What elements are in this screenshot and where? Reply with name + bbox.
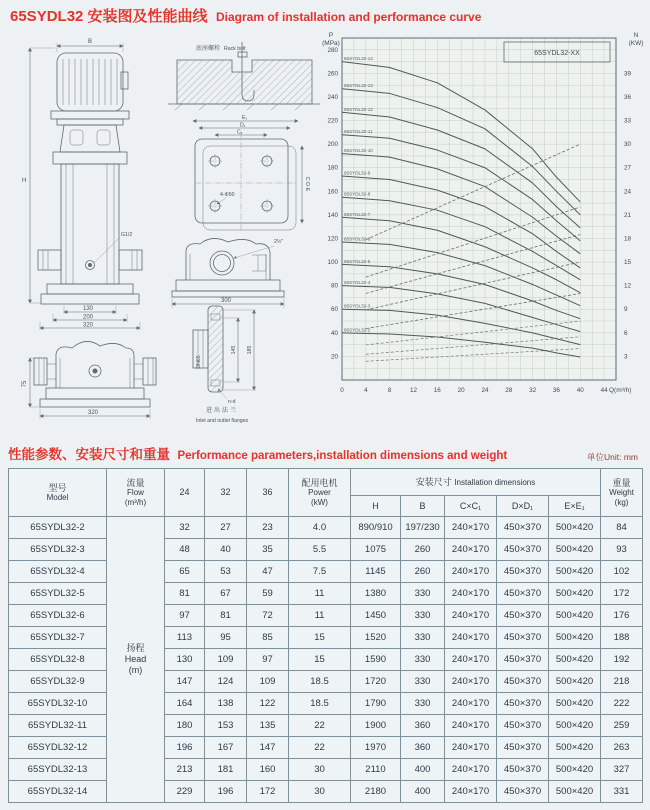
cell-head-32: 109	[205, 649, 247, 671]
cell-head-24: 48	[165, 539, 205, 561]
cell-CxC1: 240×170	[445, 693, 497, 715]
dim-185: 185	[247, 345, 253, 355]
cell-model: 65SYDL32-7	[9, 627, 107, 649]
curve-label: 65SYDL32-14	[344, 56, 373, 62]
cell-DxD1: 450×370	[497, 561, 549, 583]
base-front-view	[22, 341, 156, 419]
plate-holes-label: 4-Φ50	[220, 192, 235, 198]
cell-model: 65SYDL32-5	[9, 583, 107, 605]
cell-power: 15	[289, 649, 351, 671]
col-header-model: 型号 Model	[9, 469, 107, 517]
cell-model: 65SYDL32-9	[9, 671, 107, 693]
cell-DxD1: 450×370	[497, 517, 549, 539]
col-header-flow: 流量 Flow (m³/h)	[107, 469, 165, 517]
cell-head-36: 109	[247, 671, 289, 693]
cell-head-24: 32	[165, 517, 205, 539]
cell-H: 1520	[351, 627, 401, 649]
cell-weight: 176	[601, 605, 643, 627]
pump-port-label: G1/2	[121, 232, 133, 238]
cell-ExE1: 500×420	[549, 715, 601, 737]
cell-weight: 331	[601, 781, 643, 803]
cell-ExE1: 500×420	[549, 561, 601, 583]
cell-ExE1: 500×420	[549, 671, 601, 693]
cell-weight: 84	[601, 517, 643, 539]
cell-B: 400	[401, 781, 445, 803]
cell-head-36: 97	[247, 649, 289, 671]
cell-B: 360	[401, 737, 445, 759]
cell-head-32: 167	[205, 737, 247, 759]
cell-head-32: 95	[205, 627, 247, 649]
cell-head-24: 196	[165, 737, 205, 759]
cell-head-36: 47	[247, 561, 289, 583]
svg-text:20: 20	[457, 387, 465, 394]
parameters-table	[8, 468, 643, 803]
cell-head-32: 153	[205, 715, 247, 737]
y-left-axis-unit: (MPa)	[322, 40, 340, 47]
svg-text:0: 0	[340, 387, 344, 394]
cell-CxC1: 240×170	[445, 781, 497, 803]
table-row	[9, 693, 643, 715]
page-title-en: Diagram of installation and performance curve	[216, 10, 482, 24]
dim-B: B	[88, 39, 93, 45]
cell-head-36: 147	[247, 737, 289, 759]
curve-label: 65SYDL32-2	[344, 327, 371, 333]
anchor-bolt-detail	[168, 42, 320, 110]
col-header-flow-24: 24	[165, 469, 205, 517]
table-body	[9, 517, 643, 803]
cell-CxC1: 240×170	[445, 517, 497, 539]
cell-head-32: 40	[205, 539, 247, 561]
svg-text:20: 20	[330, 353, 338, 361]
cell-ExE1: 500×420	[549, 539, 601, 561]
cell-DxD1: 450×370	[497, 737, 549, 759]
curve-label: 65SYDL32-11	[344, 129, 373, 135]
cell-head-24: 97	[165, 605, 205, 627]
cell-power: 22	[289, 715, 351, 737]
dim-D1: D₁	[240, 122, 246, 129]
table-row	[9, 583, 643, 605]
svg-text:200: 200	[327, 141, 338, 149]
cell-head-36: 35	[247, 539, 289, 561]
svg-text:12: 12	[624, 282, 632, 290]
cell-weight: 222	[601, 693, 643, 715]
cell-B: 400	[401, 759, 445, 781]
cell-H: 1900	[351, 715, 401, 737]
cell-B: 330	[401, 605, 445, 627]
section2-heading-en: Performance parameters,installation dimensions and weight	[177, 450, 508, 462]
cell-head-36: 122	[247, 693, 289, 715]
col-header-ExE1: E×E₁	[549, 496, 601, 517]
table-row	[9, 605, 643, 627]
svg-text:33: 33	[624, 117, 632, 125]
cell-head-24: 213	[165, 759, 205, 781]
cell-CxC1: 240×170	[445, 561, 497, 583]
svg-text:44: 44	[600, 387, 608, 394]
cell-ExE1: 500×420	[549, 605, 601, 627]
cell-model: 65SYDL32-12	[9, 737, 107, 759]
table-row	[9, 715, 643, 737]
cell-B: 197/230	[401, 517, 445, 539]
dim-145: 145	[231, 345, 237, 355]
cell-head-24: 113	[165, 627, 205, 649]
svg-text:36: 36	[624, 93, 632, 101]
table-row	[9, 781, 643, 803]
cell-model: 65SYDL32-8	[9, 649, 107, 671]
base-side-view	[172, 238, 284, 308]
svg-text:40: 40	[330, 329, 338, 337]
cell-power: 30	[289, 781, 351, 803]
svg-text:3: 3	[624, 353, 628, 361]
svg-text:16: 16	[433, 387, 441, 394]
cell-head-36: 23	[247, 517, 289, 539]
table-row	[9, 627, 643, 649]
cell-model: 65SYDL32-11	[9, 715, 107, 737]
svg-text:21: 21	[624, 211, 632, 219]
cell-model: 65SYDL32-10	[9, 693, 107, 715]
table-row	[9, 561, 643, 583]
col-header-H: H	[351, 496, 401, 517]
cell-power: 11	[289, 605, 351, 627]
anchor-label-en: Rack bolt	[224, 46, 246, 52]
cell-B: 330	[401, 693, 445, 715]
cell-model: 65SYDL32-4	[9, 561, 107, 583]
svg-text:30: 30	[624, 141, 632, 149]
cell-head-24: 229	[165, 781, 205, 803]
dim-plate-side: C·D·E	[304, 176, 310, 192]
cell-B: 330	[401, 671, 445, 693]
cell-power: 30	[289, 759, 351, 781]
cell-power: 5.5	[289, 539, 351, 561]
side-port-label: 2½″	[274, 239, 284, 245]
flange-detail	[193, 306, 256, 424]
svg-text:180: 180	[327, 164, 338, 172]
table-row	[9, 517, 643, 539]
curve-label: 65SYDL32-7	[344, 211, 371, 217]
cell-B: 360	[401, 715, 445, 737]
cell-DxD1: 450×370	[497, 539, 549, 561]
cell-DxD1: 450×370	[497, 605, 549, 627]
curve-label: 65SYDL32-9	[344, 170, 371, 176]
table-row	[9, 737, 643, 759]
svg-text:24: 24	[481, 387, 489, 394]
svg-text:32: 32	[529, 387, 537, 394]
unit-note: 单位Unit: mm	[586, 452, 638, 462]
curve-label: 65SYDL32-10	[344, 148, 373, 154]
cell-ExE1: 500×420	[549, 649, 601, 671]
y-right-axis-title: N	[633, 32, 639, 39]
cell-B: 260	[401, 561, 445, 583]
svg-text:8: 8	[387, 387, 392, 394]
performance-chart	[318, 28, 650, 406]
dim-130: 130	[83, 306, 94, 312]
cell-ExE1: 500×420	[549, 517, 601, 539]
cell-B: 260	[401, 539, 445, 561]
dim-E1: E₁	[242, 115, 248, 121]
cell-CxC1: 240×170	[445, 627, 497, 649]
cell-H: 2180	[351, 781, 401, 803]
svg-text:15: 15	[624, 259, 632, 267]
cell-head-24: 65	[165, 561, 205, 583]
svg-text:4: 4	[364, 387, 368, 394]
curve-label: 65SYDL32-13	[344, 83, 373, 89]
cell-H: 1450	[351, 605, 401, 627]
cell-head-24: 147	[165, 671, 205, 693]
cell-head-32: 67	[205, 583, 247, 605]
col-header-flow-36: 36	[247, 469, 289, 517]
svg-text:24: 24	[624, 188, 632, 196]
table-row	[9, 649, 643, 671]
cell-ExE1: 500×420	[549, 583, 601, 605]
x-axis-unit: Q(m³/h)	[609, 387, 632, 394]
cell-weight: 102	[601, 561, 643, 583]
installation-drawing	[0, 22, 335, 442]
svg-text:27: 27	[624, 164, 632, 172]
cell-head-36: 135	[247, 715, 289, 737]
svg-text:260: 260	[327, 70, 338, 78]
cell-CxC1: 240×170	[445, 671, 497, 693]
cell-CxC1: 240×170	[445, 737, 497, 759]
svg-text:240: 240	[327, 93, 338, 101]
col-header-flow-32: 32	[205, 469, 247, 517]
curve-label: 65SYDL32-6	[344, 236, 371, 242]
page-title-zh: 65SYDL32 安装图及性能曲线	[10, 8, 208, 25]
dim-200: 200	[83, 314, 94, 321]
svg-text:80: 80	[330, 282, 338, 290]
flange-dn-label: DN65	[196, 355, 202, 369]
table-row	[9, 539, 643, 561]
anchor-label-zh: 底座螺栓	[196, 46, 221, 52]
col-header-weight: 重量 Weight (kg)	[601, 469, 643, 517]
dim-320: 320	[83, 322, 94, 329]
cell-CxC1: 240×170	[445, 605, 497, 627]
svg-text:12: 12	[409, 387, 417, 394]
cell-weight: 172	[601, 583, 643, 605]
svg-text:280: 280	[327, 46, 338, 54]
cell-H: 890/910	[351, 517, 401, 539]
cell-model: 65SYDL32-3	[9, 539, 107, 561]
col-header-CxC1: C×C₁	[445, 496, 497, 517]
cell-weight: 192	[601, 649, 643, 671]
col-header-install: 安装尺寸 Installation dimensions	[351, 469, 601, 496]
cell-head-36: 160	[247, 759, 289, 781]
cell-B: 330	[401, 583, 445, 605]
cell-CxC1: 240×170	[445, 715, 497, 737]
cell-model: 65SYDL32-2	[9, 517, 107, 539]
cell-CxC1: 240×170	[445, 649, 497, 671]
dim-H: H	[22, 178, 27, 184]
cell-H: 1380	[351, 583, 401, 605]
cell-head-32: 53	[205, 561, 247, 583]
svg-text:39: 39	[624, 70, 632, 78]
svg-text:220: 220	[327, 117, 338, 125]
svg-text:18: 18	[624, 235, 632, 243]
cell-head-32: 181	[205, 759, 247, 781]
pump-front-view	[22, 39, 142, 330]
cell-power: 4.0	[289, 517, 351, 539]
cell-CxC1: 240×170	[445, 539, 497, 561]
cell-head-36: 172	[247, 781, 289, 803]
svg-text:9: 9	[624, 306, 628, 314]
col-header-DxD1: D×D₁	[497, 496, 549, 517]
cell-B: 330	[401, 649, 445, 671]
section2-heading-zh: 性能参数、安装尺寸和重量	[8, 447, 170, 462]
cell-ExE1: 500×420	[549, 781, 601, 803]
cell-power: 11	[289, 583, 351, 605]
cell-head-24: 130	[165, 649, 205, 671]
cell-weight: 218	[601, 671, 643, 693]
curve-label: 65SYDL32-5	[344, 258, 371, 264]
cell-H: 1075	[351, 539, 401, 561]
flange-holes-label: n-d	[228, 399, 236, 405]
col-header-B: B	[401, 496, 445, 517]
cell-power: 15	[289, 627, 351, 649]
flange-caption-zh: 进出法兰	[205, 408, 239, 414]
cell-H: 1790	[351, 693, 401, 715]
curve-label: 65SYDL32-3	[344, 303, 371, 309]
dim-C1: C₁	[237, 129, 243, 136]
cell-head-32: 124	[205, 671, 247, 693]
cell-DxD1: 450×370	[497, 715, 549, 737]
cell-head-32: 27	[205, 517, 247, 539]
cell-power: 7.5	[289, 561, 351, 583]
cell-head-32: 138	[205, 693, 247, 715]
cell-ExE1: 500×420	[549, 759, 601, 781]
y-right-axis-unit: (KW)	[628, 40, 644, 47]
cell-DxD1: 450×370	[497, 693, 549, 715]
cell-model: 65SYDL32-6	[9, 605, 107, 627]
cell-weight: 188	[601, 627, 643, 649]
cell-model: 65SYDL32-14	[9, 781, 107, 803]
cell-H: 1145	[351, 561, 401, 583]
svg-text:6: 6	[624, 329, 628, 337]
curve-label: 65SYDL32-8	[344, 191, 371, 197]
base-plate-detail	[193, 115, 310, 230]
svg-text:140: 140	[327, 211, 338, 219]
cell-ExE1: 500×420	[549, 627, 601, 649]
cell-DxD1: 450×370	[497, 781, 549, 803]
cell-DxD1: 450×370	[497, 627, 549, 649]
cell-head-24: 81	[165, 583, 205, 605]
chart-title: 65SYDL32-XX	[534, 50, 580, 57]
cell-power: 18.5	[289, 671, 351, 693]
cell-DxD1: 450×370	[497, 583, 549, 605]
cell-weight: 93	[601, 539, 643, 561]
cell-H: 2110	[351, 759, 401, 781]
cell-model: 65SYDL32-13	[9, 759, 107, 781]
head-column-cell: 扬程 Head (m)	[107, 517, 165, 803]
cell-CxC1: 240×170	[445, 583, 497, 605]
curve-label: 65SYDL32-12	[344, 106, 373, 112]
svg-text:36: 36	[552, 387, 560, 394]
cell-CxC1: 240×170	[445, 759, 497, 781]
svg-text:100: 100	[327, 259, 338, 267]
dim-300: 300	[221, 298, 232, 304]
dim-75: 75	[22, 380, 28, 388]
cell-power: 22	[289, 737, 351, 759]
cell-B: 330	[401, 627, 445, 649]
svg-text:40: 40	[576, 387, 584, 394]
cell-H: 1970	[351, 737, 401, 759]
cell-H: 1720	[351, 671, 401, 693]
svg-text:120: 120	[327, 235, 338, 243]
svg-text:28: 28	[505, 387, 513, 394]
cell-head-36: 85	[247, 627, 289, 649]
cell-head-32: 196	[205, 781, 247, 803]
flange-caption-en: Inlet and outlet flanges	[195, 418, 249, 424]
cell-ExE1: 500×420	[549, 693, 601, 715]
cell-weight: 327	[601, 759, 643, 781]
dim-base-320: 320	[88, 410, 99, 416]
col-header-power: 配用电机 Power (kW)	[289, 469, 351, 517]
cell-head-24: 180	[165, 715, 205, 737]
table-row	[9, 671, 643, 693]
cell-power: 18.5	[289, 693, 351, 715]
cell-head-32: 81	[205, 605, 247, 627]
cell-weight: 263	[601, 737, 643, 759]
svg-text:160: 160	[327, 188, 338, 196]
svg-text:60: 60	[330, 306, 338, 314]
cell-DxD1: 450×370	[497, 649, 549, 671]
table-row	[9, 759, 643, 781]
cell-weight: 259	[601, 715, 643, 737]
cell-DxD1: 450×370	[497, 759, 549, 781]
cell-DxD1: 450×370	[497, 671, 549, 693]
cell-H: 1590	[351, 649, 401, 671]
cell-ExE1: 500×420	[549, 737, 601, 759]
cell-head-24: 164	[165, 693, 205, 715]
y-left-axis-title: P	[328, 32, 334, 39]
curve-label: 65SYDL32-4	[344, 280, 371, 286]
cell-head-36: 72	[247, 605, 289, 627]
section2-heading	[8, 443, 507, 464]
cell-head-36: 59	[247, 583, 289, 605]
